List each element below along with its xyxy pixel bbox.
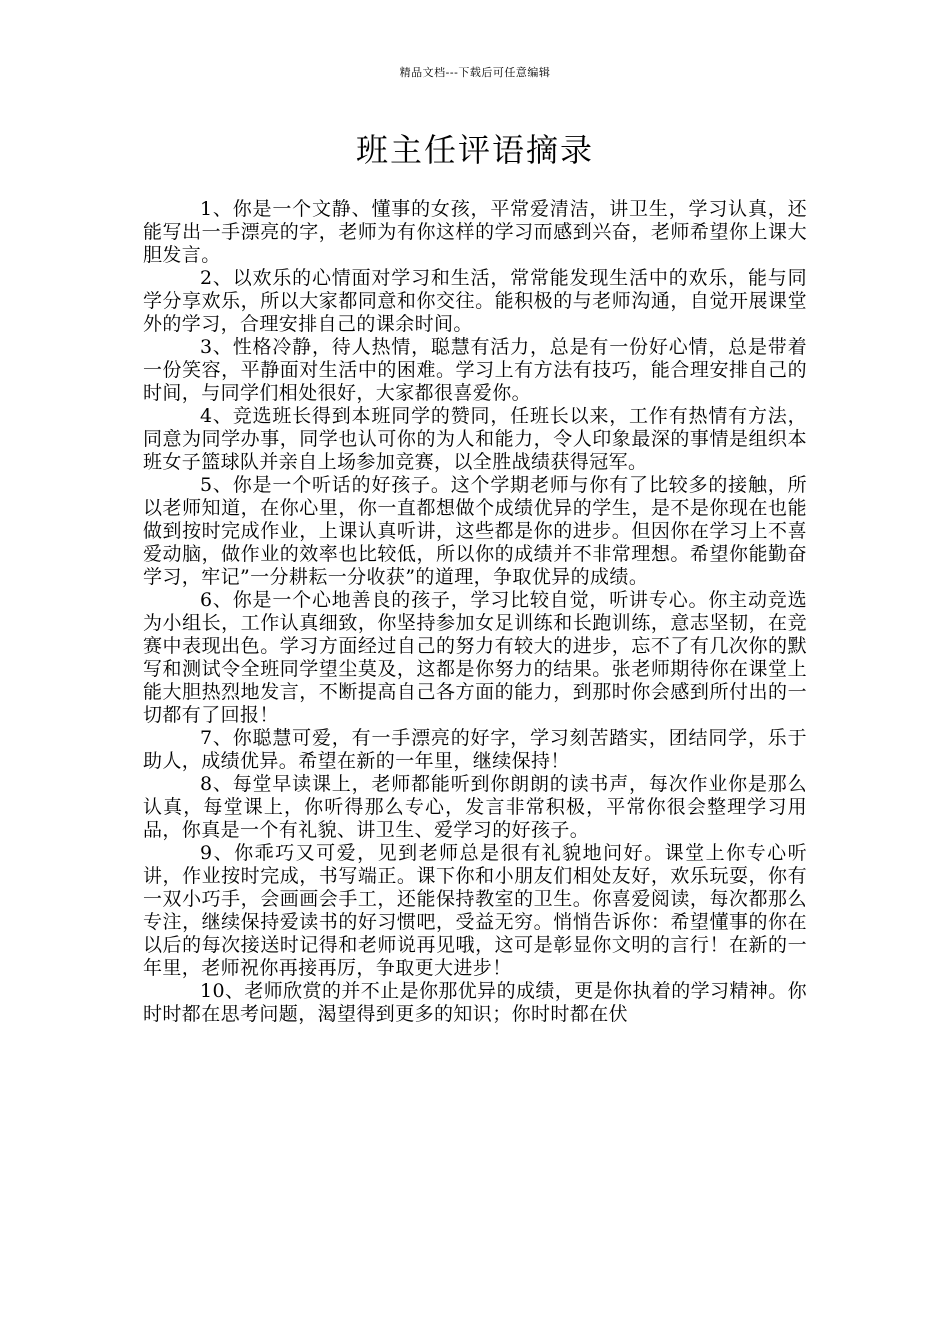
comment-paragraph-10: 10、老师欣赏的并不止是你那优异的成绩，更是你执着的学习精神。你时时都在思考问题，渴望得到更多的知识；你时时都在伏: [143, 980, 807, 1025]
document-title: 班主任评语摘录: [355, 131, 594, 169]
comment-paragraph-4: 4、竞选班长得到本班同学的赞同，任班长以来，工作有热情有方法，同意为同学办事，同学也认可你的为人和能力，令人印象最深的事情是组织本班女子篮球队并亲自上场参加竞赛，以全胜战绩获得冠军。: [143, 405, 807, 473]
comment-paragraph-1: 1、你是一个文静、懂事的女孩，平常爱清洁，讲卫生，学习认真，还能写出一手漂亮的字，老师为有你这样的学习而感到兴奋，老师希望你上课大胆发言。: [143, 198, 807, 266]
comment-paragraph-8: 8、每堂早读课上，老师都能听到你朗朗的读书声，每次作业你是那么认真，每堂课上，你听得那么专心，发言非常积极，平常你很会整理学习用品，你真是一个有礼貌、讲卫生、爱学习的好孩子。: [143, 773, 807, 841]
comment-paragraph-6: 6、你是一个心地善良的孩子，学习比较自觉，听讲专心。你主动竞选为小组长，工作认真细致，你坚持参加女足训练和长跑训练，意志坚韧，在竞赛中表现出色。学习方面经过自己的努力有较大的进步，忘不了有几次你的默写和测试令全班同学望尘莫及，这都是你努力的结果。张老师期待你在课堂上能大胆热烈地发言，不断提高自己各方面的能力，到那时你会感到所付出的一切都有了回报！: [143, 589, 807, 726]
comment-paragraph-2: 2、以欢乐的心情面对学习和生活，常常能发现生活中的欢乐，能与同学分享欢乐，所以大家都同意和你交往。能积极的与老师沟通，自觉开展课堂外的学习，合理安排自己的课余时间。: [143, 267, 807, 335]
comment-paragraph-7: 7、你聪慧可爱，有一手漂亮的好字，学习刻苦踏实，团结同学，乐于助人，成绩优异。希望在新的一年里，继续保持！: [143, 727, 807, 772]
document-body: [143, 198, 807, 1026]
comment-paragraph-9: 9、你乖巧又可爱，见到老师总是很有礼貌地问好。课堂上你专心听讲，作业按时完成，书写端正。课下你和小朋友们相处友好，欢乐玩耍，你有一双小巧手，会画画会手工，还能保持教室的卫生。你喜爱阅读，每次都那么专注，继续保持爱读书的好习惯吧，受益无穷。悄悄告诉你：希望懂事的你在以后的每次接送时记得和老师说再见哦，这可是彰显你文明的言行！在新的一年里，老师祝你再接再厉，争取更大进步！: [143, 842, 807, 979]
comment-paragraph-5: 5、你是一个听话的好孩子。这个学期老师与你有了比较多的接触，所以老师知道，在你心里，你一直都想做个成绩优异的学生，是不是你现在也能做到按时完成作业，上课认真听讲，这些都是你的进步。但因你在学习上不喜爱动脑，做作业的效率也比较低，所以你的成绩并不非常理想。希望你能勤奋学习，牢记”一分耕耘一分收获”的道理，争取优异的成绩。: [143, 474, 807, 588]
page-header: 精品文档---下载后可任意编辑: [399, 66, 551, 79]
comment-paragraph-3: 3、性格冷静，待人热情，聪慧有活力，总是有一份好心情，总是带着一份笑容，平静面对生活中的困难。学习上有方法有技巧，能合理安排自己的时间，与同学们相处很好，大家都很喜爱你。: [143, 336, 807, 404]
